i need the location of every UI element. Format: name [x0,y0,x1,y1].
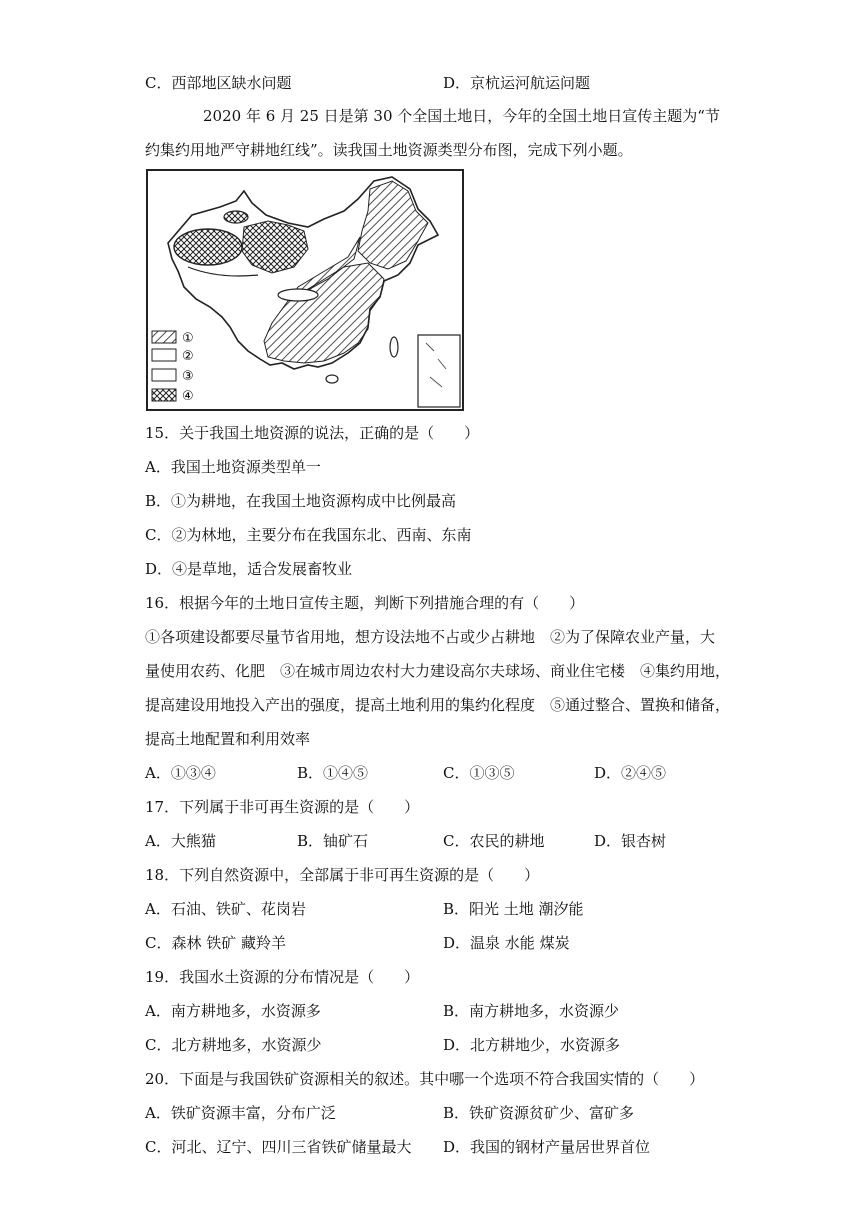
q20-stem: 20．下面是与我国铁矿资源相关的叙述。其中哪一个选项不符合我国实情的（ ） [145,1070,705,1088]
q16-item-line-4: 提高土地配置和利用效率 [145,730,311,748]
q16-option-b: B．①④⑤ [297,764,369,782]
q17-option-d: D．银杏树 [594,832,667,850]
q18-option-b: B．阳光 土地 潮汐能 [443,900,584,918]
china-map-icon [148,171,462,409]
q20-option-a: A．铁矿资源丰富，分布广泛 [145,1104,336,1122]
q18-stem: 18．下列自然资源中，全部属于非可再生资源的是（ ） [145,866,540,884]
option-d-prev: D．京杭运河航运问题 [443,74,591,92]
q19-option-c: C．北方耕地多，水资源少 [145,1036,322,1054]
legend-2: ② [182,349,194,364]
q16-option-c: C．①③⑤ [443,764,515,782]
q17-stem: 17．下列属于非可再生资源的是（ ） [145,798,420,816]
q20-option-b: B．铁矿资源贫矿少、富矿多 [443,1104,635,1122]
q15-option-c: C．②为林地，主要分布在我国东北、西南、东南 [145,526,472,544]
q15-option-a: A．我国土地资源类型单一 [145,458,321,476]
q19-option-b: B．南方耕地多，水资源少 [443,1002,620,1020]
q19-option-d: D．北方耕地少，水资源多 [443,1036,621,1054]
q16-option-a: A．①③④ [145,764,216,782]
q19-stem: 19．我国水土资源的分布情况是（ ） [145,968,420,986]
q16-option-d: D．②④⑤ [594,764,667,782]
q15-option-b: B．①为耕地，在我国土地资源构成中比例最高 [145,492,457,510]
intro-line-2: 约集约用地严守耕地红线”。读我国土地资源类型分布图，完成下列小题。 [145,141,633,159]
q16-stem: 16．根据今年的土地日宣传主题，判断下列措施合理的有（ ） [145,594,585,612]
land-resource-map [146,169,464,411]
q20-option-d: D．我国的钢材产量居世界首位 [443,1138,651,1156]
q17-option-b: B．铀矿石 [297,832,369,850]
q15-stem: 15．关于我国土地资源的说法，正确的是（ ） [145,424,480,442]
q17-option-c: C．农民的耕地 [443,832,545,850]
q18-option-a: A．石油、铁矿、花岗岩 [145,900,306,918]
q17-option-a: A．大熊猫 [145,832,216,850]
option-c-prev: C．西部地区缺水问题 [145,74,292,92]
q20-option-c: C．河北、辽宁、四川三省铁矿储量最大 [145,1138,412,1156]
q16-item-line-2: 量使用农药、化肥 ③在城市周边农村大力建设高尔夫球场、商业住宅楼 ④集约用地， [145,662,731,680]
legend-3: ③ [182,369,194,384]
q19-option-a: A．南方耕地多，水资源多 [145,1002,321,1020]
legend-1: ① [182,331,194,346]
q16-item-line-3: 提高建设用地投入产出的强度，提高土地利用的集约化程度 ⑤通过整合、置换和储备， [145,696,731,714]
q18-option-d: D．温泉 水能 煤炭 [443,934,570,952]
q16-item-line-1: ①各项建设都要尽量节省用地，想方设法地不占或少占耕地 ②为了保障农业产量，大 [145,628,716,646]
legend-4: ④ [182,389,194,404]
q15-option-d: D．④是草地，适合发展畜牧业 [145,560,353,578]
intro-line-1: 2020 年 6 月 25 日是第 30 个全国土地日，今年的全国土地日宣传主题为“节 [203,107,720,125]
q18-option-c: C．森林 铁矿 藏羚羊 [145,934,287,952]
